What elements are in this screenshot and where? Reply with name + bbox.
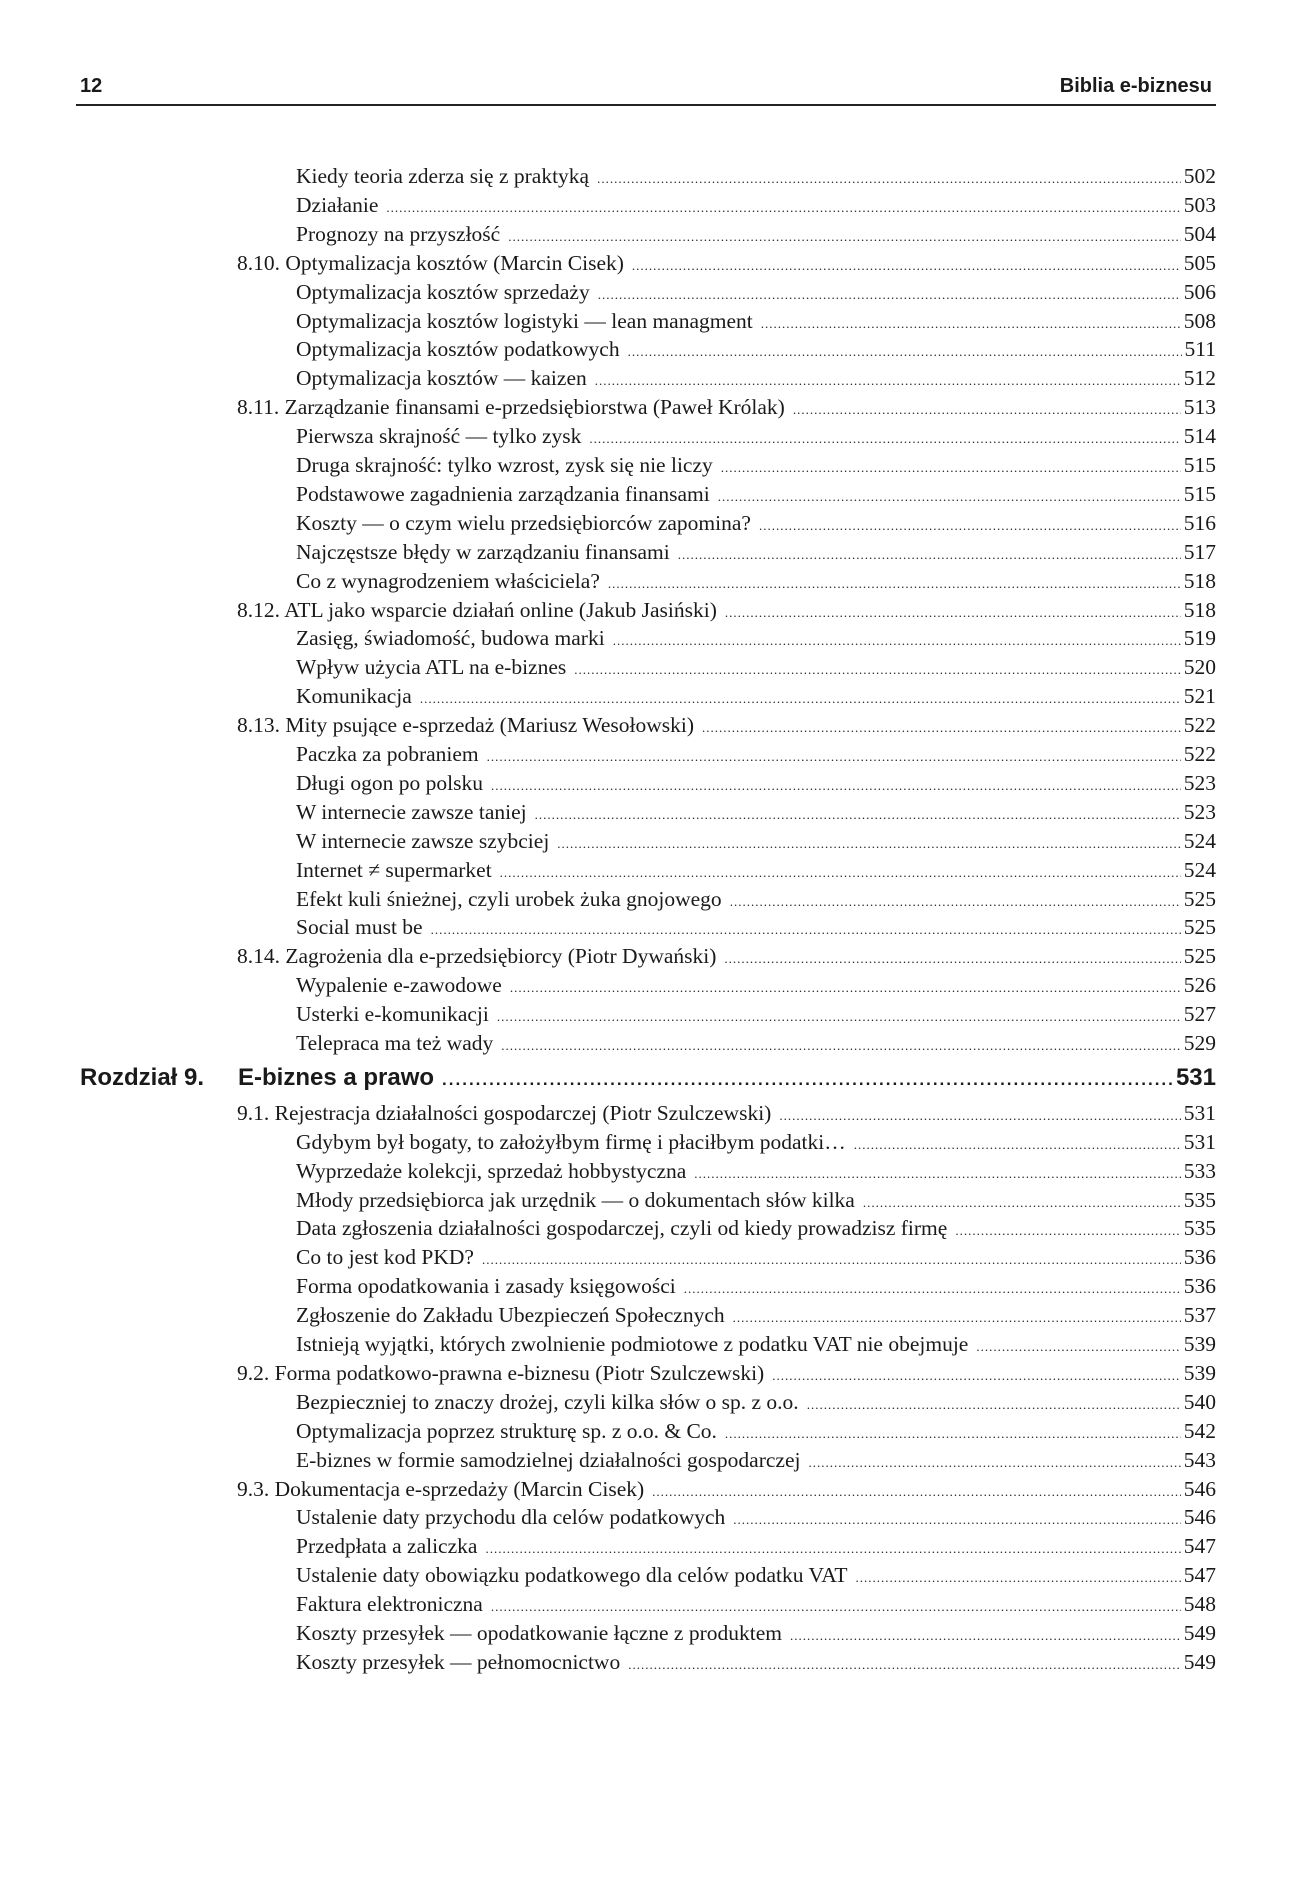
- dot-leader: [652, 1478, 1181, 1506]
- toc-page-number: 515: [1183, 453, 1216, 477]
- toc-entry-title: Co to jest kod PKD?: [296, 1245, 474, 1270]
- dot-leader: [487, 743, 1181, 771]
- dot-leader: [730, 888, 1181, 916]
- toc-section: [237, 711, 1216, 739]
- dot-leader: [557, 830, 1180, 858]
- toc-page-number: 535: [1183, 1187, 1216, 1212]
- toc-page-number: 525: [1183, 915, 1216, 940]
- toc-entry-title: Zgłoszenie do Zakładu Ubezpieczeń Społecznych: [296, 1303, 725, 1328]
- toc-page-number: 535: [1183, 1216, 1216, 1241]
- dot-leader: [628, 1651, 1181, 1679]
- toc-subsection: [296, 538, 1216, 566]
- toc-subsection: [296, 885, 1216, 913]
- toc-page-number: 503: [1183, 192, 1216, 217]
- toc-page-number: 519: [1183, 626, 1216, 651]
- dot-leader: [702, 714, 1181, 742]
- toc-subsection: [296, 451, 1216, 479]
- toc-subsection: [296, 1272, 1216, 1300]
- toc-subsection: [296, 480, 1216, 508]
- toc-section: [237, 249, 1216, 277]
- toc-page-number: 540: [1183, 1389, 1216, 1414]
- dot-leader: [724, 945, 1180, 973]
- toc-entry-title: W internecie zawsze taniej: [296, 799, 527, 824]
- toc-page-number: 502: [1183, 164, 1216, 188]
- page-number: 12: [80, 75, 103, 97]
- dot-leader: [721, 454, 1181, 482]
- toc-section: [237, 1099, 1216, 1127]
- toc-entry-title: Istnieją wyjątki, których zwolnienie podmiotowe z podatku VAT nie obejmuje: [296, 1332, 969, 1356]
- toc-page-number: 523: [1183, 799, 1216, 824]
- toc-subsection: [296, 1648, 1216, 1676]
- toc-page-number: 508: [1183, 308, 1216, 333]
- toc-page-number: 547: [1183, 1534, 1216, 1559]
- toc-entry-title: Optymalizacja kosztów podatkowych: [296, 337, 620, 362]
- toc-page-number: 549: [1183, 1621, 1216, 1645]
- toc-subsection: [296, 1388, 1216, 1416]
- toc-entry-title: W internecie zawsze szybciej: [296, 828, 550, 853]
- toc-subsection: [296, 827, 1216, 855]
- toc-entry-title: Telepraca ma też wady: [296, 1031, 494, 1055]
- dot-leader: [863, 1189, 1181, 1217]
- toc-page-number: 514: [1183, 424, 1216, 449]
- dot-leader: [678, 541, 1181, 569]
- dot-leader: [793, 396, 1181, 424]
- toc-entry-title: Wypalenie e-zawodowe: [296, 973, 502, 998]
- toc-entry-title: Prognozy na przyszłość: [296, 221, 501, 246]
- toc-entry-title: Gdybym był bogaty, to założyłbym firmę i płaciłbym podatki…: [296, 1129, 846, 1154]
- toc-page-number: 518: [1183, 597, 1216, 622]
- toc-entry-title: 8.11. Zarządzanie finansami e-przedsiębiorstwa (Paweł Królak): [237, 395, 785, 420]
- toc-entry-title: Social must be: [296, 915, 423, 940]
- toc-entry-title: Działanie: [296, 192, 379, 217]
- toc-subsection: [296, 1590, 1216, 1618]
- toc-subsection: [296, 364, 1216, 392]
- dot-leader: [761, 310, 1181, 338]
- toc-entry-title: E-biznes a prawo: [238, 1063, 435, 1091]
- toc-subsection: [296, 653, 1216, 681]
- dot-leader: [790, 1622, 1181, 1650]
- dot-leader: [772, 1362, 1181, 1390]
- toc-page-number: 512: [1183, 366, 1216, 391]
- toc-page-number: 520: [1183, 655, 1216, 680]
- toc-subsection: [296, 567, 1216, 595]
- toc-subsection: [296, 1000, 1216, 1028]
- toc-subsection: [296, 1243, 1216, 1271]
- toc-subsection: [296, 971, 1216, 999]
- toc-entry-title: Co z wynagrodzeniem właściciela?: [296, 568, 600, 593]
- dot-leader: [779, 1102, 1180, 1130]
- toc-page-number: 537: [1183, 1303, 1216, 1328]
- toc-subsection: [296, 191, 1216, 219]
- toc-entry-title: Wyprzedaże kolekcji, sprzedaż hobbystyczna: [296, 1158, 687, 1183]
- toc-page-number: 531: [1175, 1063, 1216, 1091]
- toc-page-number: 526: [1183, 973, 1216, 998]
- toc-entry-title: Najczęstsze błędy w zarządzaniu finansami: [296, 539, 670, 564]
- toc-section: [237, 942, 1216, 970]
- toc-entry-title: Ustalenie daty przychodu dla celów podatkowych: [296, 1505, 726, 1530]
- toc-entry-title: Efekt kuli śnieżnej, czyli urobek żuka gnojowego: [296, 886, 722, 911]
- dot-leader: [508, 223, 1181, 251]
- dot-leader: [856, 1564, 1181, 1592]
- toc-subsection: [296, 422, 1216, 450]
- toc-entry-title: Usterki e-komunikacji: [296, 1002, 489, 1027]
- toc-entry-title: Bezpieczniej to znaczy drożej, czyli kilka słów o sp. z o.o.: [296, 1389, 799, 1414]
- toc-entry-title: 9.2. Forma podatkowo-prawna e-biznesu (Piotr Szulczewski): [237, 1360, 765, 1385]
- toc-entry-title: Optymalizacja kosztów — kaizen: [296, 366, 587, 391]
- toc-entry-title: Koszty — o czym wielu przedsiębiorców zapomina?: [296, 510, 751, 535]
- toc-subsection: [296, 913, 1216, 941]
- toc-subsection: [296, 509, 1216, 537]
- toc-entry-title: Faktura elektroniczna: [296, 1592, 483, 1617]
- toc-chapter: [80, 1064, 1216, 1092]
- toc-page-number: 505: [1183, 250, 1216, 275]
- dot-leader: [628, 338, 1182, 366]
- dot-leader: [632, 252, 1181, 280]
- toc-section: [237, 596, 1216, 624]
- toc-entry-title: 8.12. ATL jako wsparcie działań online (Jakub Jasiński): [237, 597, 717, 622]
- dot-leader: [598, 281, 1181, 309]
- toc-subsection: [296, 335, 1216, 363]
- toc-entry-title: Zasięg, świadomość, budowa marki: [296, 626, 605, 651]
- toc-page-number: 513: [1183, 395, 1216, 420]
- toc-entry-title: Data zgłoszenia działalności gospodarczej, czyli od kiedy prowadzisz firmę: [296, 1216, 948, 1241]
- toc-entry-title: Wpływ użycia ATL na e-biznes: [296, 655, 567, 680]
- dot-leader: [718, 483, 1181, 511]
- toc-subsection: [296, 1301, 1216, 1329]
- dot-leader: [684, 1275, 1181, 1303]
- toc-section: [237, 393, 1216, 421]
- dot-leader: [485, 1535, 1180, 1563]
- toc-subsection: [296, 1214, 1216, 1242]
- toc-subsection: [296, 1561, 1216, 1589]
- toc-page-number: 511: [1184, 337, 1216, 362]
- toc-subsection: [296, 1128, 1216, 1156]
- toc-entry-title: Optymalizacja kosztów logistyki — lean managment: [296, 308, 753, 333]
- dot-leader: [535, 801, 1181, 829]
- toc-subsection: [296, 1029, 1216, 1057]
- toc-subsection: [296, 682, 1216, 710]
- toc-page-number: 504: [1183, 221, 1216, 246]
- toc-subsection: [296, 1417, 1216, 1445]
- dot-leader: [500, 859, 1181, 887]
- toc-page-number: 527: [1183, 1002, 1216, 1027]
- toc-subsection: [296, 769, 1216, 797]
- dot-leader: [491, 772, 1181, 800]
- toc-subsection: [296, 220, 1216, 248]
- book-title: Biblia e-biznesu: [1059, 75, 1212, 97]
- toc-entry-title: Młody przedsiębiorca jak urzędnik — o dokumentach słów kilka: [296, 1187, 855, 1212]
- toc-entry-title: 8.14. Zagrożenia dla e-przedsiębiorcy (Piotr Dywański): [237, 944, 717, 969]
- toc-subsection: [296, 740, 1216, 768]
- toc-subsection: [296, 1619, 1216, 1647]
- toc-page-number: 525: [1183, 886, 1216, 911]
- dot-leader: [491, 1593, 1181, 1621]
- dot-leader: [589, 425, 1180, 453]
- toc-page-number: 516: [1183, 510, 1216, 535]
- toc-page-number: 548: [1183, 1592, 1216, 1617]
- toc-subsection: [296, 1446, 1216, 1474]
- dot-leader: [808, 1449, 1180, 1477]
- toc-section: [237, 1359, 1216, 1387]
- toc-entry-title: Optymalizacja kosztów sprzedaży: [296, 279, 590, 304]
- toc-page-number: 539: [1183, 1332, 1216, 1356]
- dot-leader: [759, 512, 1181, 540]
- toc-entry-title: Pierwsza skrajność — tylko zysk: [296, 424, 582, 449]
- dot-leader: [420, 685, 1181, 713]
- toc-entry-title: Przedpłata a zaliczka: [296, 1534, 478, 1559]
- dot-leader: [574, 656, 1181, 684]
- toc-page-number: 546: [1183, 1505, 1216, 1530]
- toc-page-number: 525: [1183, 944, 1216, 969]
- toc-subsection: [296, 1186, 1216, 1214]
- toc-entry-title: E-biznes w formie samodzielnej działalności gospodarczej: [296, 1447, 801, 1472]
- dot-leader: [482, 1246, 1181, 1274]
- chapter-number: Rozdział 9.: [80, 1063, 205, 1091]
- toc-entry-title: Forma opodatkowania i zasady księgowości: [296, 1274, 676, 1299]
- dot-leader: [608, 570, 1181, 598]
- toc-entry-title: Ustalenie daty obowiązku podatkowego dla celów podatku VAT: [296, 1563, 848, 1588]
- toc-page-number: 531: [1183, 1129, 1216, 1154]
- toc-subsection: [296, 1532, 1216, 1560]
- toc-entry-title: Koszty przesyłek — opodatkowanie łączne z produktem: [296, 1621, 782, 1645]
- toc-page-number: 536: [1183, 1274, 1216, 1299]
- dot-leader: [976, 1333, 1180, 1361]
- toc-page-number: 515: [1183, 481, 1216, 506]
- toc-page-number: 517: [1183, 539, 1216, 564]
- toc-entry-title: Optymalizacja poprzez strukturę sp. z o.o. & Co.: [296, 1418, 717, 1443]
- toc-subsection: [296, 307, 1216, 335]
- dot-leader: [725, 599, 1181, 627]
- dot-leader: [597, 165, 1181, 193]
- toc-entry-title: Komunikacja: [296, 684, 412, 709]
- toc-entry-title: Paczka za pobraniem: [296, 742, 479, 766]
- toc-section: [237, 1475, 1216, 1503]
- dot-leader: [725, 1420, 1181, 1448]
- toc-page-number: 543: [1183, 1447, 1216, 1472]
- dot-leader: [955, 1217, 1180, 1245]
- toc-entry-title: Internet ≠ supermarket: [296, 857, 492, 882]
- toc-subsection: [296, 1330, 1216, 1358]
- toc-entry-title: Długi ogon po polsku: [296, 770, 483, 795]
- toc-page-number: 506: [1183, 279, 1216, 304]
- toc-page-number: 523: [1183, 770, 1216, 795]
- toc-subsection: [296, 624, 1216, 652]
- toc-page-number: 522: [1183, 742, 1216, 766]
- toc-page-number: 549: [1183, 1649, 1216, 1674]
- toc-page-number: 524: [1183, 828, 1216, 853]
- dot-leader: [510, 974, 1181, 1002]
- dot-leader: [386, 194, 1180, 222]
- dot-leader: [733, 1304, 1181, 1332]
- toc-page-number: 522: [1183, 713, 1216, 738]
- toc-page-number: 529: [1183, 1031, 1216, 1055]
- toc-page-number: 536: [1183, 1245, 1216, 1270]
- toc-entry-title: Druga skrajność: tylko wzrost, zysk się nie liczy: [296, 453, 713, 477]
- dot-leader: [431, 916, 1181, 944]
- toc-page-number: 524: [1183, 857, 1216, 882]
- toc-page-number: 542: [1183, 1418, 1216, 1443]
- dot-leader: [442, 1066, 1173, 1094]
- dot-leader: [694, 1160, 1180, 1188]
- toc-page-number: 533: [1183, 1158, 1216, 1183]
- toc-page-number: 531: [1183, 1100, 1216, 1125]
- toc-page-number: 518: [1183, 568, 1216, 593]
- toc-page-number: 539: [1183, 1360, 1216, 1385]
- toc-page-number: 546: [1183, 1476, 1216, 1501]
- toc-entry-title: Podstawowe zagadnienia zarządzania finansami: [296, 481, 710, 506]
- toc-subsection: [296, 1503, 1216, 1531]
- toc-subsection: [296, 1157, 1216, 1185]
- toc-subsection: [296, 278, 1216, 306]
- dot-leader: [807, 1391, 1181, 1419]
- dot-leader: [613, 627, 1181, 655]
- toc-entry-title: 9.3. Dokumentacja e-sprzedaży (Marcin Cisek): [237, 1476, 645, 1501]
- toc-entry-title: Kiedy teoria zderza się z praktyką: [296, 164, 590, 188]
- toc-entry-title: Koszty przesyłek — pełnomocnictwo: [296, 1649, 621, 1674]
- toc-subsection: [296, 798, 1216, 826]
- running-header: [76, 74, 1216, 106]
- toc-subsection: [296, 856, 1216, 884]
- dot-leader: [854, 1131, 1181, 1159]
- dot-leader: [595, 367, 1181, 395]
- toc-page-number: 547: [1183, 1563, 1216, 1588]
- dot-leader: [501, 1032, 1181, 1060]
- dot-leader: [497, 1003, 1181, 1031]
- dot-leader: [733, 1506, 1180, 1534]
- toc-entry-title: 9.1. Rejestracja działalności gospodarczej (Piotr Szulczewski): [237, 1100, 772, 1125]
- toc-entry-title: 8.13. Mity psujące e-sprzedaż (Mariusz Wesołowski): [237, 713, 695, 738]
- toc-subsection: [296, 162, 1216, 190]
- toc-page-number: 521: [1183, 684, 1216, 709]
- toc-entry-title: 8.10. Optymalizacja kosztów (Marcin Cisek): [237, 250, 624, 275]
